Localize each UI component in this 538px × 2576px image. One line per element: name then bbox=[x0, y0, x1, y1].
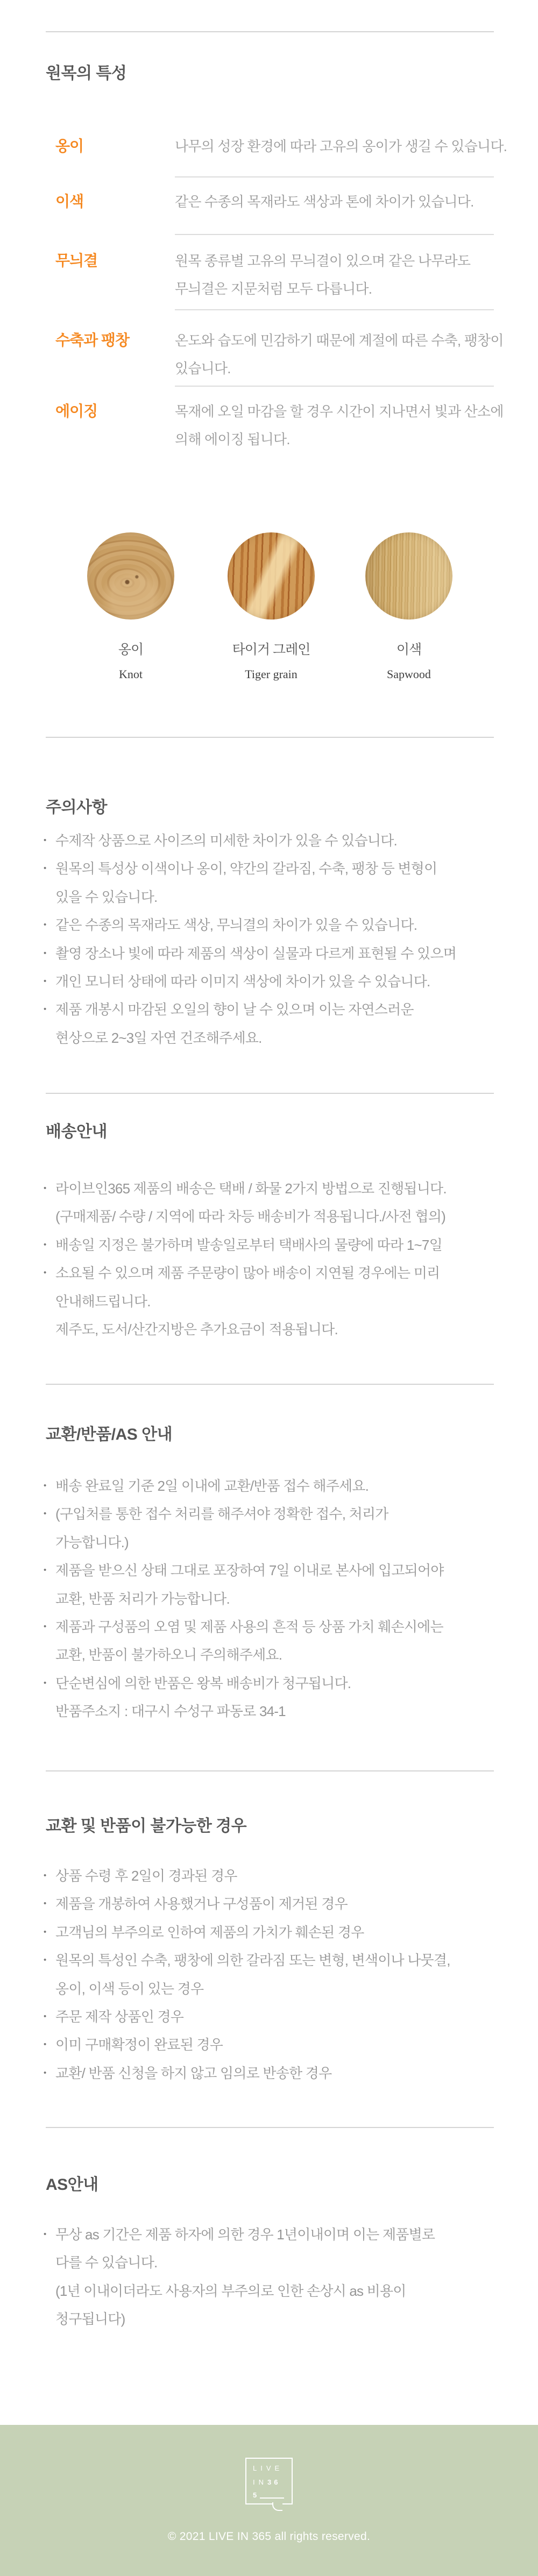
wood-sample-tiger-grain-image bbox=[228, 532, 315, 620]
notice-line: • 원목의 특성상 이색이나 옹이, 약간의 갈라짐, 수축, 팽창 등 변형이 bbox=[55, 855, 510, 883]
exchange-line: • 단순변심에 의한 반품은 왕복 배송비가 청구됩니다. bbox=[55, 1669, 510, 1697]
bullet-icon: • bbox=[44, 1240, 46, 1249]
divider-section bbox=[46, 2127, 494, 2128]
wood-row-label: 에이징 bbox=[55, 403, 98, 419]
wood-row-desc: 의해 에이징 됩니다. bbox=[175, 431, 290, 447]
shipping-line: • 배송일 지정은 불가하며 발송일로부터 택배사의 물량에 따라 1~7일 bbox=[55, 1231, 510, 1259]
bullet-icon: • bbox=[44, 1565, 46, 1575]
wood-row-desc: 무늬결은 지문처럼 모두 다릅니다. bbox=[175, 281, 372, 297]
bullet-icon: • bbox=[44, 920, 46, 930]
wood-row-label: 이색 bbox=[55, 193, 84, 210]
divider-top bbox=[46, 31, 494, 32]
sample-caption-kr: 타이거 그레인 bbox=[232, 642, 310, 657]
notice-line: • 제품 개봉시 마감된 오일의 향이 날 수 있으며 이는 자연스러운 bbox=[55, 995, 510, 1023]
wood-sample-knot-image bbox=[87, 532, 174, 620]
section-title-impossible: 교환 및 반품이 불가능한 경우 bbox=[46, 1817, 247, 1835]
bullet-icon: • bbox=[44, 864, 46, 873]
as-line: (1년 이내이더라도 사용자의 부주의로 인한 손상시 as 비용이 bbox=[55, 2282, 406, 2299]
impossible-line: • 이미 구매확정이 완료된 경우 bbox=[55, 2031, 510, 2059]
bullet-icon: • bbox=[44, 1184, 46, 1193]
wood-row-label: 옹이 bbox=[55, 138, 84, 154]
wood-row-label: 무늬결 bbox=[55, 252, 98, 269]
sample-caption-kr: 이색 bbox=[396, 642, 422, 657]
notice-line: • 개인 모니터 상태에 따라 이미지 색상에 차이가 있을 수 있습니다. bbox=[55, 967, 510, 995]
bullet-icon: • bbox=[44, 1481, 46, 1490]
sample-caption-kr: 옹이 bbox=[118, 642, 144, 657]
copyright-text: © 2021 LIVE IN 365 all rights reserved. bbox=[167, 2530, 371, 2543]
divider-row bbox=[175, 309, 494, 310]
shipping-text-block bbox=[44, 1175, 510, 1343]
impossible-line: • 제품을 개봉하여 사용했거나 구성품이 제거된 경우 bbox=[55, 1890, 510, 1918]
bullet-icon: • bbox=[44, 2040, 46, 2050]
divider-row bbox=[175, 234, 494, 235]
bullet-icon: • bbox=[44, 1005, 46, 1014]
exchange-line: • 제품과 구성품의 오염 및 제품 사용의 흔적 등 상품 가치 훼손시에는 bbox=[55, 1613, 510, 1641]
exchange-line: 교환, 반품이 불가하오니 주의해주세요. bbox=[55, 1647, 282, 1663]
bullet-icon: • bbox=[44, 1678, 46, 1688]
divider-row bbox=[175, 386, 494, 387]
divider-section bbox=[46, 1770, 494, 1771]
bullet-icon: • bbox=[44, 1871, 46, 1880]
wood-row-label: 수축과 팽창 bbox=[55, 332, 130, 348]
notice-line: 있을 수 있습니다. bbox=[55, 888, 158, 905]
section-title-notice: 주의사항 bbox=[46, 799, 107, 816]
section-title-exchange: 교환/반품/AS 안내 bbox=[46, 1426, 173, 1443]
wood-row-desc: 나무의 성장 환경에 따라 고유의 옹이가 생길 수 있습니다. bbox=[175, 138, 507, 154]
sample-caption-en: Sapwood bbox=[387, 667, 431, 681]
exchange-line: • (구입처를 통한 접수 처리를 해주셔야 정확한 접수, 처리가 bbox=[55, 1500, 510, 1528]
wood-sample-sapwood-image bbox=[365, 532, 452, 620]
shipping-line: (구매제품/ 수량 / 지역에 따라 차등 배송비가 적용됩니다./사전 협의) bbox=[55, 1208, 446, 1225]
logo-text-live: LIVE bbox=[253, 2464, 284, 2472]
bullet-icon: • bbox=[44, 948, 46, 958]
divider-section bbox=[46, 1384, 494, 1385]
footer bbox=[0, 2425, 538, 2576]
section-title-as: AS안내 bbox=[46, 2176, 98, 2194]
notice-line: • 촬영 장소나 빛에 따라 제품의 색상이 실물과 다르게 표현될 수 있으며 bbox=[55, 940, 510, 967]
bullet-icon: • bbox=[44, 1955, 46, 1965]
bullet-icon: • bbox=[44, 836, 46, 845]
impossible-line: • 주문 제작 상품인 경우 bbox=[55, 2003, 510, 2031]
shipping-line: 제주도, 도서/산간지방은 추가요금이 적용됩니다. bbox=[55, 1321, 338, 1338]
notice-line: 현상으로 2~3일 자연 건조해주세요. bbox=[55, 1029, 262, 1046]
sample-caption-en: Knot bbox=[119, 667, 143, 681]
wood-row-desc: 목재에 오일 마감을 할 경우 시간이 지나면서 빛과 산소에 bbox=[175, 403, 504, 419]
shipping-line: 안내해드립니다. bbox=[55, 1293, 151, 1310]
bullet-icon: • bbox=[44, 977, 46, 986]
bullet-icon: • bbox=[44, 2230, 46, 2239]
section-title-wood-characteristics: 원목의 특성 bbox=[46, 65, 127, 82]
as-line: • 무상 as 기간은 제품 하자에 의한 경우 1년이내이며 이는 제품별로 bbox=[55, 2221, 510, 2248]
logo-speech-tail bbox=[272, 2502, 282, 2511]
livein365-logo bbox=[245, 2458, 293, 2504]
as-line: 다를 수 있습니다. bbox=[55, 2254, 158, 2271]
impossible-line: • 고객님의 부주의로 인하여 제품의 가치가 훼손된 경우 bbox=[55, 1918, 510, 1946]
bullet-icon: • bbox=[44, 2068, 46, 2077]
bullet-icon: • bbox=[44, 1268, 46, 1278]
impossible-line: • 원목의 특성인 수축, 팽창에 의한 갈라짐 또는 변형, 변색이나 나뭇결, bbox=[55, 1946, 510, 1974]
shipping-line: • 소요될 수 있으며 제품 주문량이 많아 배송이 지연될 경우에는 미리 bbox=[55, 1259, 510, 1287]
notice-line: • 수제작 상품으로 사이즈의 미세한 차이가 있을 수 있습니다. bbox=[55, 827, 510, 855]
logo-underline bbox=[260, 2497, 284, 2499]
divider-section bbox=[46, 737, 494, 738]
exchange-line: 가능합니다.) bbox=[55, 1534, 129, 1550]
divider-section bbox=[46, 1093, 494, 1094]
impossible-line: • 교환/ 반품 신청을 하지 않고 임의로 반송한 경우 bbox=[55, 2059, 510, 2087]
notice-text-block bbox=[44, 827, 510, 1052]
as-line: 청구됩니다) bbox=[55, 2311, 125, 2328]
impossible-text-block bbox=[44, 1862, 510, 2087]
exchange-line: • 제품을 받으신 상태 그대로 포장하여 7일 이내로 본사에 입고되어야 bbox=[55, 1556, 510, 1584]
bullet-icon: • bbox=[44, 1622, 46, 1632]
logo-text-in36: IN36 bbox=[253, 2478, 281, 2486]
exchange-line: 반품주소지 : 대구시 수성구 파동로 34-1 bbox=[55, 1703, 286, 1720]
shipping-line: • 라이브인365 제품의 배송은 택배 / 화물 2가지 방법으로 진행됩니다. bbox=[55, 1175, 510, 1202]
section-title-shipping: 배송안내 bbox=[46, 1123, 107, 1141]
logo-text-5: 5 bbox=[253, 2491, 257, 2499]
notice-line: • 같은 수종의 목재라도 색상, 무늬결의 차이가 있을 수 있습니다. bbox=[55, 911, 510, 939]
wood-row-desc: 온도와 습도에 민감하기 때문에 계절에 따른 수축, 팽창이 bbox=[175, 332, 504, 348]
impossible-line: 옹이, 이색 등이 있는 경우 bbox=[55, 1980, 204, 1997]
exchange-line: 교환, 반품 처리가 가능합니다. bbox=[55, 1590, 230, 1607]
sample-caption-en: Tiger grain bbox=[245, 667, 298, 681]
divider-row bbox=[175, 176, 494, 177]
bullet-icon: • bbox=[44, 1899, 46, 1909]
wood-row-desc: 같은 수종의 목재라도 색상과 톤에 차이가 있습니다. bbox=[175, 194, 474, 210]
exchange-line: • 배송 완료일 기준 2일 이내에 교환/반품 접수 해주세요. bbox=[55, 1472, 510, 1500]
exchange-text-block bbox=[44, 1472, 510, 1726]
impossible-line: • 상품 수령 후 2일이 경과된 경우 bbox=[55, 1862, 510, 1890]
wood-row-desc: 원목 종류별 고유의 무늬결이 있으며 같은 나무라도 bbox=[175, 253, 471, 269]
bullet-icon: • bbox=[44, 1927, 46, 1937]
bullet-icon: • bbox=[44, 1509, 46, 1519]
bullet-icon: • bbox=[44, 2012, 46, 2022]
wood-row-desc: 있습니다. bbox=[175, 360, 231, 376]
as-text-block bbox=[44, 2221, 510, 2333]
